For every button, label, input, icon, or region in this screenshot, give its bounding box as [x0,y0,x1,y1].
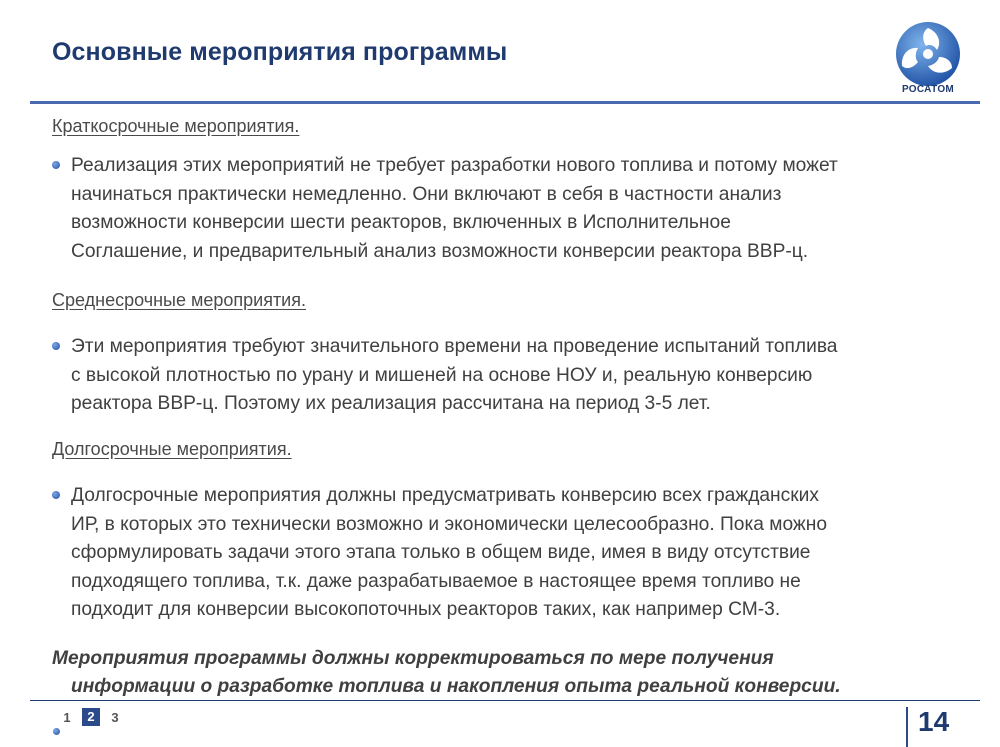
page-number-divider [906,707,908,747]
slide-title: Основные мероприятия программы [52,38,508,66]
footer-divider [30,700,980,701]
slide-pager [58,707,124,727]
section-heading-long-term: Долгосрочные мероприятия. [52,439,292,459]
bullet-icon [52,161,60,169]
text-line: начинаться практически немедленно. Они включают в себя в частности анализ [71,183,782,205]
text-line: Эти мероприятия требуют значительного времени на проведение испытаний топлива [71,336,838,357]
pager-item-3[interactable]: 3 [111,709,119,725]
text-line: возможности конверсии шести реакторов, включенных в Исполнительное [71,212,731,234]
logo-text: РОСАТОМ [901,84,955,95]
text-line: Реализация этих мероприятий не требует разработки нового топлива и потому может [71,155,838,176]
text-line: реактора ВВР-ц. Поэтому их реализация рассчитана на период 3-5 лет. [71,393,711,415]
bullet-long-term [52,482,982,625]
bullet-mid-term [52,333,982,419]
text-line: Долгосрочные мероприятия должны предусматривать конверсию всех гражданских [71,485,819,506]
conclusion-text [52,645,972,701]
page-number: 14 [918,706,950,737]
section-heading-mid-term: Среднесрочные мероприятия. [52,290,306,310]
bullet-icon [52,491,60,499]
pager-item-1[interactable]: 1 [63,709,71,725]
pager-item-2-active[interactable]: 2 [82,708,100,726]
bullet-short-term [52,152,982,266]
section-heading-short-term: Краткосрочные мероприятия. [52,116,300,136]
text-line: сформулировать задачи этого этапа только в общем виде, имея в виду отсутствие [71,542,811,564]
text-line: подходящего топлива, т.к. даже разрабатываемое в настоящее время топливо не [71,570,801,592]
bullet-icon [52,342,60,350]
conclusion-line: информации о разработке топлива и накопления опыта реальной конверсии. [71,676,841,697]
text-line: с высокой плотностью по урану и мишеней на основе НОУ и, реальную конверсию [71,364,813,386]
text-line: Соглашение, и предварительный анализ возможности конверсии реактора ВВР-ц. [71,240,809,262]
footer-dot-icon [53,728,60,735]
conclusion-line: Мероприятия программы должны корректироваться по мере получения [52,648,774,669]
text-line: подходит для конверсии высокопоточных реакторов таких, как например СМ-3. [71,599,781,621]
text-line: ИР, в которых это технически возможно и экономически целесообразно. Пока можно [71,513,828,535]
header-divider [30,101,980,104]
